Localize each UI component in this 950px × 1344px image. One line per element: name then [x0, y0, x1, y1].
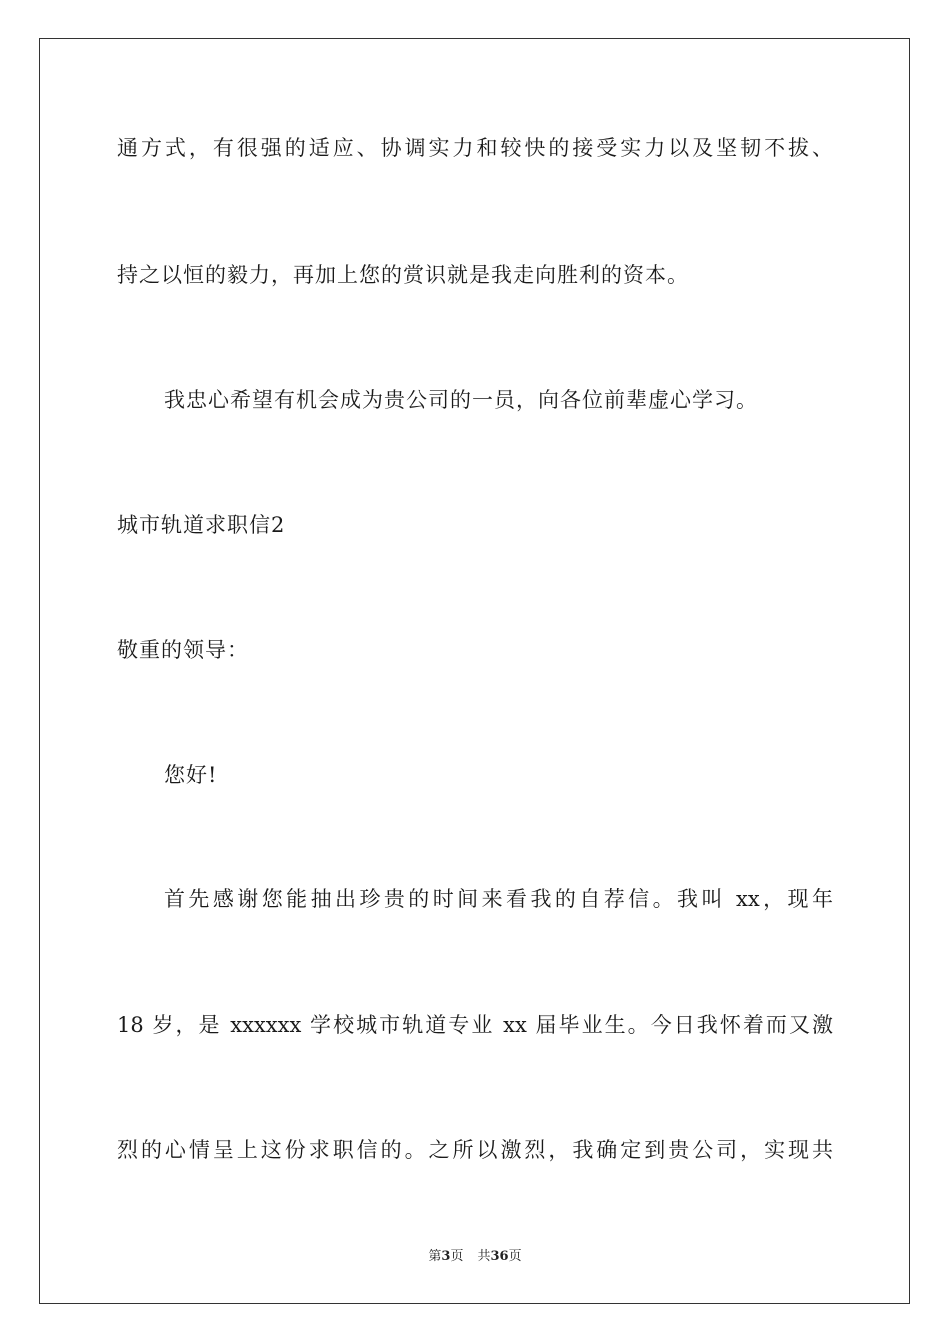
- page-label-suffix: 页: [450, 1249, 464, 1264]
- page-total: 36: [490, 1249, 509, 1264]
- body-text-line: 首先感谢您能抽出珍贵的时间来看我的自荐信。我叫 xx，现年: [164, 887, 833, 911]
- body-text-line: 通方式，有很强的适应、协调实力和较快的接受实力以及坚韧不拔、: [117, 136, 833, 160]
- page-footer: [0, 1248, 950, 1266]
- section-heading: 城市轨道求职信2: [117, 513, 286, 537]
- salutation: 敬重的领导：: [117, 638, 249, 662]
- body-text-line: 持之以恒的毅力，再加上您的赏识就是我走向胜利的资本。: [117, 263, 689, 287]
- greeting: 您好!: [164, 763, 218, 787]
- body-text-line: 18 岁，是 xxxxxx 学校城市轨道专业 xx 届毕业生。今日我怀着而又激: [117, 1013, 833, 1037]
- page-label-prefix: 第: [428, 1249, 442, 1264]
- body-text-line: 烈的心情呈上这份求职信的。之所以激烈，我确定到贵公司，实现共: [117, 1138, 833, 1162]
- total-label-suffix: 页: [508, 1249, 522, 1264]
- total-label-prefix: 共: [477, 1249, 491, 1264]
- body-text-line: 我忠心希望有机会成为贵公司的一员，向各位前辈虚心学习。: [164, 388, 758, 412]
- page-border: [39, 38, 910, 1304]
- page-number: 3: [441, 1249, 451, 1264]
